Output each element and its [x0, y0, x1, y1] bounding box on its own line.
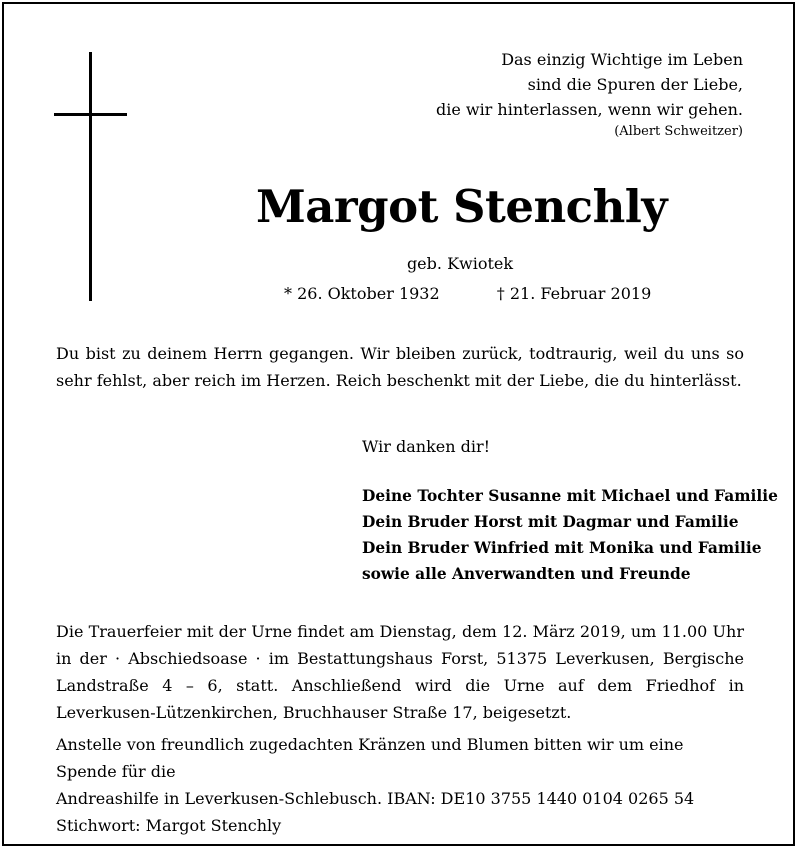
birth-date: * 26. Oktober 1932 — [284, 284, 440, 303]
donation-line: Stichwort: Margot Stenchly — [56, 816, 282, 835]
mourner-line: Deine Tochter Susanne mit Michael und Familie — [362, 487, 778, 505]
farewell-text: Du bist zu deinem Herrn gegangen. Wir bleiben zurück, todtraurig, weil du uns so sehr fehlst, aber reich im Herzen. Reich beschenkt mit der Liebe, die du hinterlässt. — [56, 344, 744, 390]
quote-block — [383, 47, 743, 142]
quote-line: die wir hinterlassen, wenn wir gehen. — [435, 100, 743, 119]
quote-line: Das einzig Wichtige im Leben — [501, 50, 743, 69]
deceased-name: Margot Stenchly — [255, 180, 668, 233]
thanks-text: Wir danken dir! — [362, 437, 491, 456]
mourner-line: Dein Bruder Winfried mit Monika und Familie — [362, 539, 762, 557]
donation-line: Andreashilfe in Leverkusen-Schlebusch. IBAN: DE10 3755 1440 0104 0265 54 — [56, 789, 695, 808]
mourners-list — [362, 483, 778, 587]
donation-line: Anstelle von freundlich zugedachten Kränzen und Blumen bitten wir um eine Spende für die — [56, 735, 684, 781]
birth-name: geb. Kwiotek — [406, 254, 514, 273]
life-dates — [284, 284, 651, 303]
ceremony-text: Die Trauerfeier mit der Urne findet am Dienstag, dem 12. März 2019, um 11.00 Uhr in der · Abschiedsoase · im Bestattungshaus Forst, 51375 Leverkusen, Bergische Landstraße 4 – 6, statt. Anschließend wird die Urne auf dem Friedhof in Leverkusen-Lützenkirchen, Bruchhauser Straße 17, beigesetzt. — [56, 622, 744, 722]
quote-line: sind die Spuren der Liebe, — [527, 75, 743, 94]
cross-horizontal-bar — [54, 113, 127, 116]
donation-text — [56, 731, 744, 839]
quote-author: (Albert Schweitzer) — [614, 124, 743, 139]
mourner-line: sowie alle Anverwandten und Freunde — [362, 565, 691, 583]
mourner-line: Dein Bruder Horst mit Dagmar und Familie — [362, 513, 739, 531]
death-date: † 21. Februar 2019 — [496, 284, 652, 303]
